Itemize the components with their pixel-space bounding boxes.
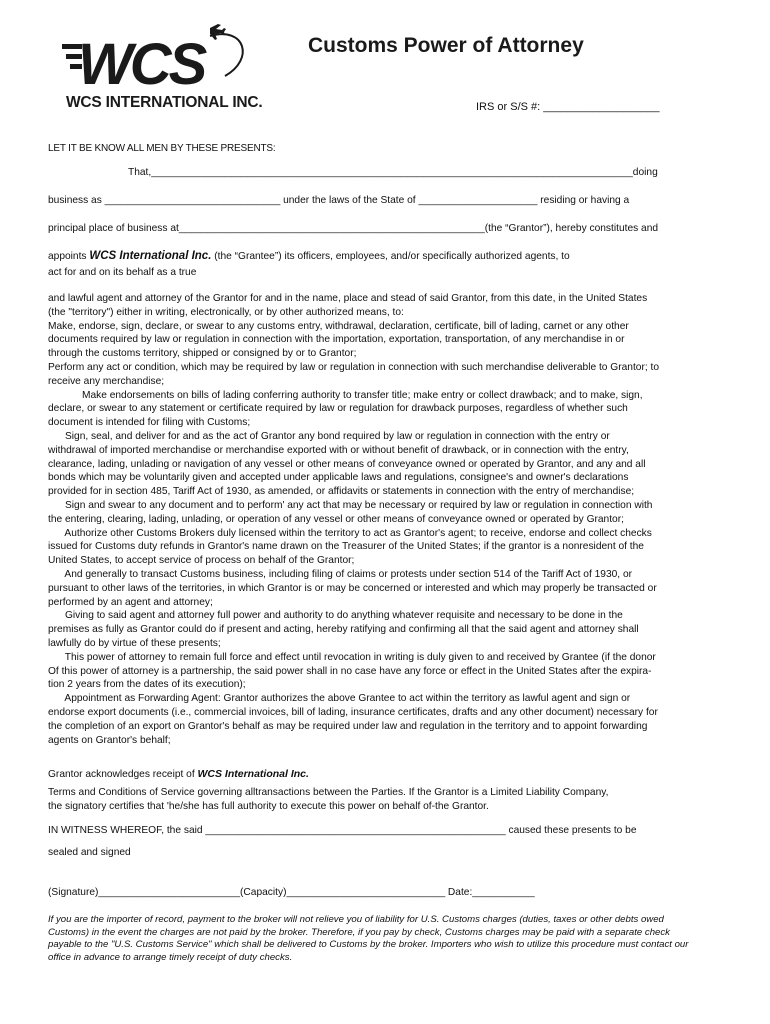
appoints-line xyxy=(48,250,570,263)
body-line: performed by an agent and attorney; xyxy=(48,596,213,608)
body-line: document is intended for filing with Customs; xyxy=(48,417,251,429)
body-line: and lawful agent and attorney of the Grantor for and in the name, place and stead of said Grantor, from this date, in the United States xyxy=(48,293,648,304)
body-line: Perform any act or condition, which may be required by law or regulation in connection with such merchandise deliverable to Grantor; to xyxy=(48,361,659,373)
company-logo xyxy=(60,14,263,114)
body-line: And generally to transact Customs business, including filing of claims or protests under section 514 of the Tariff Act of 1930, or xyxy=(48,568,633,580)
body-line: premises as fully as Grantor could do if present and acting, hereby ratifying and confirming all that the said agent and attorney shall xyxy=(48,624,639,636)
body-line: the entering, clearing, lading, unlading, or operation of any vessel or other means of conveyance owned or operated by Grantor; xyxy=(48,513,624,525)
body-line: bonds which may be voluntarily given and accepted under applicable laws and regulations, consignee's and owner's declarations xyxy=(48,472,629,484)
body-line: (the "territory") either in writing, electronically, or by other authorized means, to: xyxy=(48,306,404,318)
footer-line: office in advance to arrange timely receipt of duty checks. xyxy=(48,951,293,963)
body-line: Make endorsements on bills of lading conferring authority to transfer title; make entry or collect drawback; and to make, sign, xyxy=(48,389,643,401)
act-on-behalf-line: act for and on its behalf as a true xyxy=(48,267,197,278)
body-text xyxy=(48,292,728,747)
body-line: issued for Customs duty refunds in Grantor's name drawn on the Treasurer of the United States; if the grantor is a nonresident of the xyxy=(48,541,644,553)
body-line: the completion of an export on Grantor's behalf as may be required under law and regulation in the territory and to appoint forwarding xyxy=(48,720,648,732)
grantor-name-line: That,_____________________________________________________________________________________doing xyxy=(128,167,658,178)
witness-line: IN WITNESS WHEREOF, the said _____________________________________________________ caused these presents to be xyxy=(48,825,637,836)
acknowledge-company: WCS International Inc. xyxy=(197,768,309,780)
body-line: agents on Grantor's behalf; xyxy=(48,734,171,746)
body-line: Sign and swear to any document and to perform' any act that may be necessary or required by law or regulation in connection with xyxy=(48,499,653,511)
body-line: clearance, lading, unlading or navigation of any vessel or other means of conveyance owned or operated by Grantor, and any and all xyxy=(48,458,646,470)
body-line: United States, to accept service of process on behalf of the Grantor; xyxy=(48,555,355,567)
body-line: Sign, seal, and deliver for and as the act of Grantor any bond required by law or regulation in connection with the entry or xyxy=(48,430,610,442)
body-line: Giving to said agent and attorney full power and authority to do anything whatever requisite and necessary to be done in the xyxy=(48,610,623,622)
acknowledge-prefix: Grantor acknowledges receipt of xyxy=(48,769,198,780)
wcs-logo-mark xyxy=(60,14,260,94)
body-line: Authorize other Customs Brokers duly licensed within the territory to act as Grantor's agent; to receive, endorse and collect checks xyxy=(48,527,652,539)
body-line: endorse export documents (i.e., commercial invoices, bill of lading, insurance certificates, drafts and any other document) necessary for xyxy=(48,706,658,718)
footer-line: Customs) in the event the charges are not paid by the broker. Therefore, if you pay by check, Customs charges may be paid with a separate check xyxy=(48,926,670,938)
body-line: through the customs territory, shipped or consigned by or to Grantor; xyxy=(48,348,357,360)
heading-presents: LET IT BE KNOW ALL MEN BY THESE PRESENTS: xyxy=(48,143,276,154)
body-line: provided for in section 485, Tariff Act of 1930, as amended, or affidavits or statements in connection with the entry of merchandise; xyxy=(48,486,635,498)
body-line: Of this power of attorney is a partnership, the said power shall in no case have any force or effect in the United States after the expira- xyxy=(48,665,652,677)
document-title: Customs Power of Attorney xyxy=(308,34,584,57)
place-of-business-line: principal place of business at______________________________________________________(the “Grantor”), hereby constitutes and xyxy=(48,223,659,234)
body-line: pursuant to other laws of the territories, in which Grantor is or may be concerned or interested and which may properly be transacted or xyxy=(48,582,657,594)
company-name: WCS INTERNATIONAL INC. xyxy=(66,94,263,111)
body-line: declare, or swear to any statement or certificate required by law or regulation for drawback purposes, regardless of whether such xyxy=(48,403,628,415)
signature-line: (Signature)_________________________(Capacity)____________________________ Date:___________ xyxy=(48,887,535,898)
sealed-signed-line: sealed and signed xyxy=(48,847,131,858)
body-line: Appointment as Forwarding Agent: Grantor authorizes the above Grantee to act within the territory as lawful agent and sign or xyxy=(48,693,631,705)
grantee-company: WCS International Inc. xyxy=(89,250,212,262)
footer-line: If you are the importer of record, payment to the broker will not relieve you of liability for U.S. Customs charges (duties, taxes or other debts owed xyxy=(48,914,664,925)
appoints-suffix: (the “Grantee”) its officers, employees, and/or specifically authorized agents, to xyxy=(211,251,570,262)
irs-ss-field: IRS or S/S #: ___________________ xyxy=(476,101,660,113)
body-line: lawfully do by virtue of these presents; xyxy=(48,637,221,649)
acknowledge-line xyxy=(48,768,309,781)
body-line: Make, endorse, sign, declare, or swear to any customs entry, withdrawal, declaration, certificate, bill of lading, carnet or any other xyxy=(48,320,629,332)
body-line: withdrawal of imported merchandise or merchandise exported with or without benefit of drawback, or in connection with the entry, xyxy=(48,444,629,456)
terms-line: Terms and Conditions of Service governing alltransactions between the Parties. If the Grantor is a Limited Liability Company, xyxy=(48,787,609,798)
body-line: documents required by law or regulation in connection with the importation, exportation, transportation, of any merchandise in or xyxy=(48,334,625,346)
body-line: receive any merchandise; xyxy=(48,375,165,387)
footer-line: payable to the "U.S. Customs Service" which shall be delivered to Customs by the broker. Importers who wish to utilize this procedure must contact our xyxy=(48,939,689,951)
logo-letters: WCS xyxy=(78,32,205,94)
body-line: tion 2 years from the dates of its execution); xyxy=(48,679,246,691)
footer-note xyxy=(48,914,728,964)
business-as-line: business as _______________________________ under the laws of the State of _____________________ residing or having a xyxy=(48,195,630,206)
appoints-prefix: appoints xyxy=(48,251,90,262)
certify-line: the signatory certifies that 'he/she has full authority to execute this power on behalf of-the Grantor. xyxy=(48,801,489,812)
body-line: This power of attorney to remain full force and effect until revocation in writing is duly given to and received by Grantee (if the donor xyxy=(48,651,656,663)
